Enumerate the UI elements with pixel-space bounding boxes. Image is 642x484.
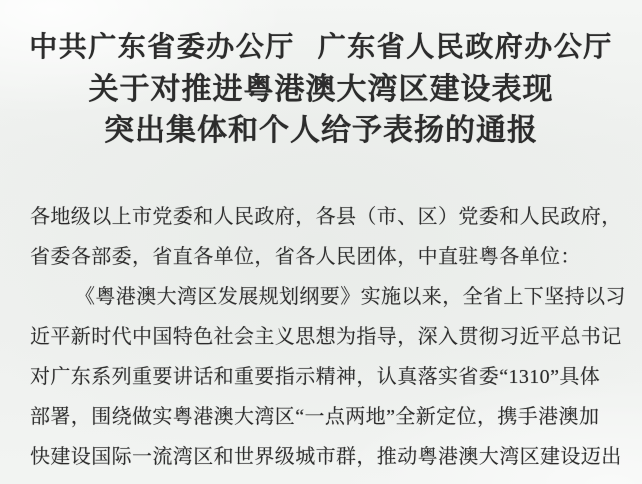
document-title: [0, 0, 642, 151]
salutation-line: 省委各部委，省直各单位，省各人民团体，中直驻粤各单位：: [30, 246, 581, 268]
paragraph-line: 近平新时代中国特色社会主义思想为指导，深入贯彻习近平总书记: [30, 326, 622, 348]
paragraph-line: 对广东系列重要讲话和重要指示精神，认真落实省委“1310”具体: [30, 366, 601, 388]
paragraph-line: 快建设国际一流湾区和世界级城市群，推动粤港澳大湾区建设迈出: [30, 446, 622, 468]
document-body: [30, 197, 626, 477]
salutation-line: 各地级以上市党委和人民政府，各县（市、区）党委和人民政府，: [30, 206, 622, 228]
title-line-issuing-offices: [0, 27, 642, 69]
title-line-3: 突出集体和个人给予表扬的通报: [104, 114, 538, 147]
issuing-office-government: 广东省人民政府办公厅: [317, 32, 613, 63]
paragraph-line: 部署，围绕做实粤港澳大湾区“一点两地”全新定位，携手港澳加: [30, 406, 600, 428]
issuing-office-party: 中共广东省委办公厅: [29, 32, 295, 63]
paragraph-line: 《粤港澳大湾区发展规划纲要》实施以来，全省上下坚持以习: [75, 286, 626, 308]
title-line-2: 关于对推进粤港澳大湾区建设表现: [88, 73, 554, 106]
